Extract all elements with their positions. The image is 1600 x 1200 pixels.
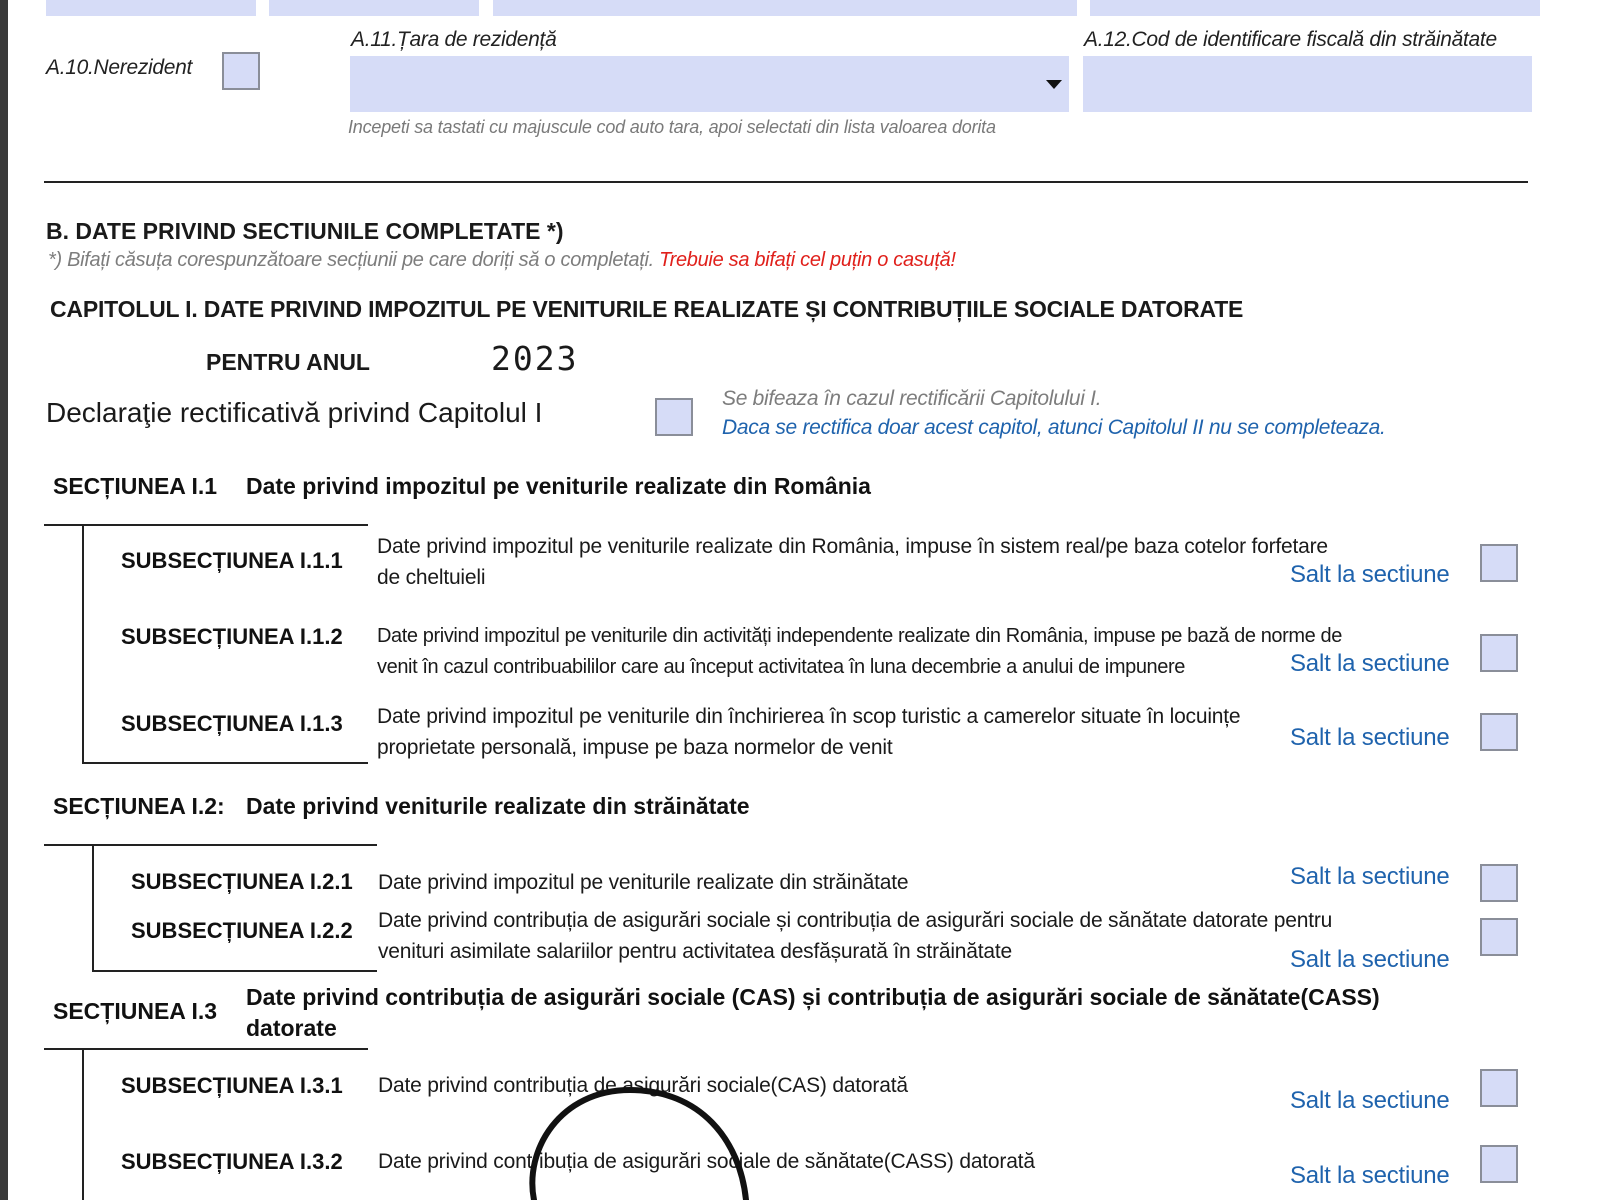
section-b-note: [48, 249, 956, 272]
hand-drawn-circle-mark: [520, 1080, 760, 1200]
subsection-i31-code: SUBSECȚIUNEA I.3.1: [121, 1073, 343, 1098]
subsection-i12-desc: Date privind impozitul pe veniturile din activități independente realizate din România, impuse pe bază de norme de venit în cazul contribuabililor care au început activitatea în luna decembrie a anului de impunere: [377, 625, 1342, 678]
field-a8[interactable]: [493, 0, 1077, 16]
subsection-i11-desc: Date privind impozitul pe veniturile realizate din România, impuse în sistem real/pe baza cotelor forfetare de cheltuieli: [377, 535, 1328, 589]
country-of-residence-select[interactable]: [350, 56, 1069, 112]
tree-line: [82, 1048, 84, 1200]
jump-link-i31[interactable]: Salt la sectiune: [1290, 1087, 1450, 1114]
subsection-i21-desc: Date privind impozitul pe veniturile realizate din străinătate: [378, 871, 909, 894]
tree-line: [82, 524, 84, 764]
rectification-checkbox[interactable]: [655, 398, 693, 436]
tree-line: [44, 524, 368, 526]
section-b-title: B. DATE PRIVIND SECTIUNILE COMPLETATE *): [46, 218, 564, 244]
field-a6[interactable]: [46, 0, 256, 16]
section-i3-code: SECȚIUNEA I.3: [53, 998, 218, 1024]
year-value[interactable]: 2023: [491, 339, 579, 378]
tree-line: [44, 1048, 368, 1050]
section-i3-title: Date privind contribuția de asigurări sociale (CAS) și contribuția de asigurări sociale de sănătate(CASS) datorate: [246, 984, 1380, 1041]
section-i2-title: Date privind veniturile realizate din străinătate: [246, 793, 750, 819]
checkbox-i12[interactable]: [1480, 634, 1518, 672]
year-label: PENTRU ANUL: [206, 349, 370, 375]
tree-line: [82, 762, 368, 764]
jump-link-i11[interactable]: Salt la sectiune: [1290, 561, 1450, 588]
a10-label: A.10.Nerezident: [46, 56, 193, 79]
field-a7[interactable]: [269, 0, 479, 16]
section-divider: [44, 181, 1528, 183]
field-a9[interactable]: [1090, 0, 1540, 16]
checkbox-i22[interactable]: [1480, 918, 1518, 956]
subsection-i12-code: SUBSECȚIUNEA I.1.2: [121, 624, 343, 649]
subsection-i13-desc: Date privind impozitul pe veniturile din închirierea în scop turistic a camerelor situate în locuințe proprietate personală, impuse pe baza normelor de venit: [377, 705, 1241, 759]
tree-line: [92, 970, 377, 972]
rectification-label: Declaraţie rectificativă privind Capitolul I: [46, 397, 543, 428]
checkbox-i11[interactable]: [1480, 544, 1518, 582]
note-warning: Trebuie sa bifați cel puțin o casuță!: [659, 249, 956, 271]
page-edge: [0, 0, 8, 1200]
jump-link-i21[interactable]: Salt la sectiune: [1290, 863, 1450, 890]
subsection-i31-desc: Date privind contribuția de asigurări sociale(CAS) datorată: [378, 1074, 908, 1097]
checkbox-i32[interactable]: [1480, 1145, 1518, 1183]
subsection-i22-desc: Date privind contribuția de asigurări sociale și contribuția de asigurări sociale de sănătate datorate pentru venituri asimilate salariilor pentru activitatea desfășurată în străinătate: [378, 909, 1333, 963]
subsection-i21-code: SUBSECȚIUNEA I.2.1: [131, 869, 353, 894]
tree-line: [92, 844, 94, 972]
foreign-tax-id-input[interactable]: [1083, 56, 1532, 112]
note-text: *) Bifați căsuța corespunzătoare secțiunii pe care doriți să o completați.: [48, 249, 654, 271]
checkbox-i31[interactable]: [1480, 1069, 1518, 1107]
checkbox-i13[interactable]: [1480, 713, 1518, 751]
subsection-i32-desc: Date privind contribuția de asigurări sociale de sănătate(CASS) datorată: [378, 1150, 1035, 1173]
subsection-i32-code: SUBSECȚIUNEA I.3.2: [121, 1149, 343, 1174]
jump-link-i22[interactable]: Salt la sectiune: [1290, 946, 1450, 973]
section-i1-title: Date privind impozitul pe veniturile realizate din România: [246, 473, 871, 499]
nonresident-checkbox[interactable]: [222, 52, 260, 90]
dropdown-arrow-icon[interactable]: [1046, 80, 1062, 89]
subsection-i22-code: SUBSECȚIUNEA I.2.2: [131, 918, 353, 943]
section-i1-code: SECȚIUNEA I.1: [53, 473, 218, 499]
jump-link-i12[interactable]: Salt la sectiune: [1290, 650, 1450, 677]
rectification-note: Daca se rectifica doar acest capitol, atunci Capitolul II nu se completeaza.: [722, 416, 1386, 439]
section-i2-code: SECȚIUNEA I.2:: [53, 793, 225, 819]
rectification-hint: Se bifeaza în cazul rectificării Capitolului I.: [722, 387, 1102, 410]
a11-label: A.11.Țara de rezidență: [351, 28, 557, 51]
checkbox-i21[interactable]: [1480, 864, 1518, 902]
jump-link-i32[interactable]: Salt la sectiune: [1290, 1162, 1450, 1189]
country-hint: Incepeti sa tastati cu majuscule cod auto tara, apoi selectati din lista valoarea dorita: [348, 117, 996, 137]
a12-label: A.12.Cod de identificare fiscală din străinătate: [1084, 28, 1497, 51]
jump-link-i13[interactable]: Salt la sectiune: [1290, 724, 1450, 751]
subsection-i13-code: SUBSECȚIUNEA I.1.3: [121, 711, 343, 736]
chapter-title: CAPITOLUL I. DATE PRIVIND IMPOZITUL PE VENITURILE REALIZATE ȘI CONTRIBUȚIILE SOCIALE DATORATE: [50, 296, 1244, 322]
subsection-i11-code: SUBSECȚIUNEA I.1.1: [121, 548, 343, 573]
